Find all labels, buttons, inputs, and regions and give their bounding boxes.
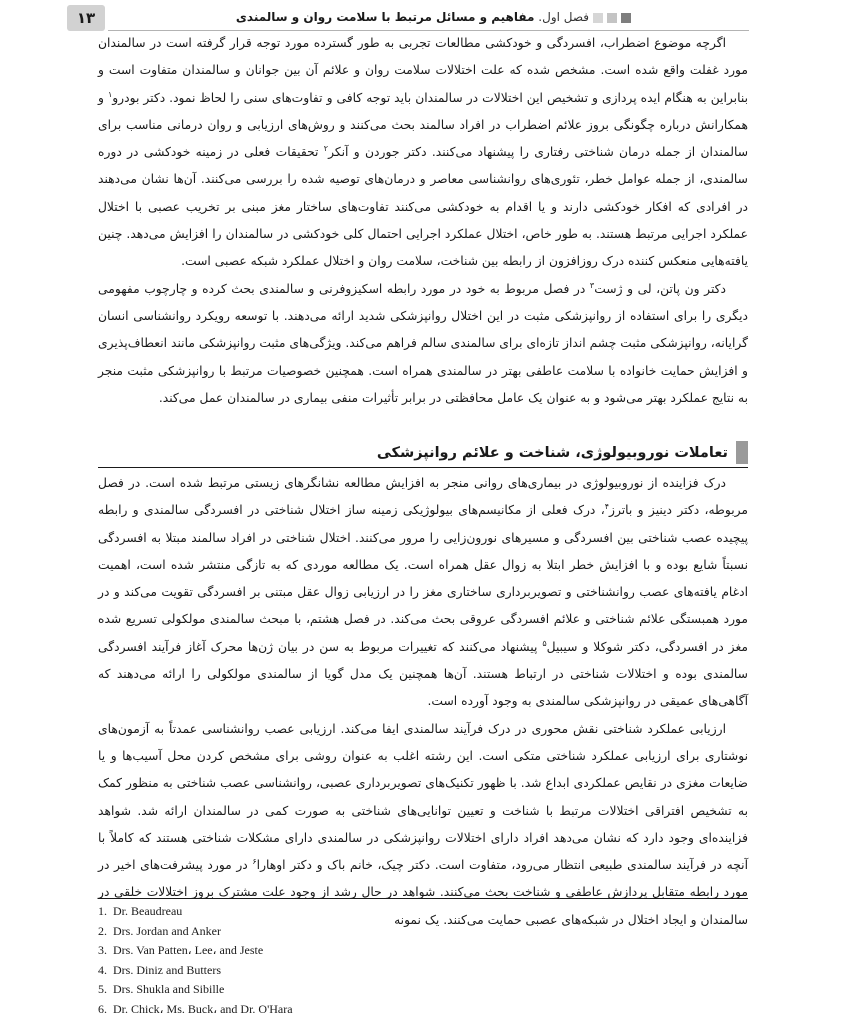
- square-light: [593, 13, 603, 23]
- paragraph: [98, 470, 748, 716]
- chapter-title: مفاهیم و مسائل مرتبط با سلامت روان و سالمندی: [235, 10, 535, 24]
- text-run: در مورد پیشرفت‌های اخیر در مورد رابطه متقابل پردازش عاطفی و شناخت بحث می‌کنند. شواهد در حال رشد از وجود علت مشترک بروز اختلالات خلقی در سالمندان و ایجاد اختلال در شبکه‌های عصبی حمایت می‌کنند. یک نمونه: [98, 858, 748, 927]
- footnote-item: [98, 961, 748, 981]
- footnote-text: Dr. Beaudreau: [113, 904, 183, 918]
- text-run: تحقیقات فعلی در زمینه خودکشی در دوره سالمندی، از جمله عوامل خطر، تئوری‌های روانشناسی معاصر و درمان‌های توصیه شده را بررسی می‌کنند. آن‌ها نشان می‌دهند در افرادی که افکار خودکشی دارند و یا اقدام به خودکشی می‌کنند تفاوت‌های ساختار مغز مبنی بر تخریب عصبی با اختلال عملکرد اجرایی مرتبط هستند. به طور خاص، اختلال عملکرد اجرایی احتمال کلی خودکشی در سالمندان را افزایش می‌دهد. چنین یافته‌هایی منعکس کننده درک روزافزون از رابطه بین شناخت، سلامت روان و اختلال عملکرد شبکه عصبی است.: [98, 145, 748, 269]
- text-run: در فصل مربوط به خود در مورد رابطه اسکیزوفرنی و سالمندی بحث کرده و چارچوب مفهومی دیگری را برای استفاده از روانپزشکی مثبت در این اختلال روانپزشکی شدید ارائه می‌دهند. با توسعه رویکرد روانشناسی انسان گرایانه، روانپزشکی مثبت چشم انداز تازه‌ای برای سالمندی سالم فراهم می‌کند. ویژگی‌های مثبت روانپزشکی مانند انعطاف‌پذیری و افزایش حمایت خانواده با سلامت عاطفی بهتر در سالمندی همراه است. همچنین خصوصیات مرتبط با روانپزشکی مثبت منجر به نتایج عملکرد بهتر می‌شود و به عنوان یک عامل محافظتی در برابر تأثیرات منفی بیماری در سالمندان عمل می‌کند.: [98, 281, 748, 405]
- text-run: ، درک فعلی از مکانیسم‌های بیولوژیکی زمینه ساز اختلال شناختی در افسردگی سالمندی و رابطه پیچیده عصب شناختی بین افسردگی و مسیرهای نورون‌زایی را مرور می‌کنند. اختلال شناختی در افراد سالمند مبتلا به افسردگی نسبتاً شایع بوده و با افزایش خطر ابتلا به زوال عقل همراه است. یک مطالعه موردی که به تازگی منتشر شده است، اهمیت ادغام یافته‌های عصب روانشناختی و تصویربرداری ساختاری مغز را در ارزیابی زوال عقل مبتنی بر افسردگی تقویت می‌کند و در مورد همبستگی علائم شناختی و علائم افسردگی عروقی بحث می‌کند. در فصل هشتم، با مبحث سالمندی مولکولی تسریع شده مغز در افسردگی، دکتر شوکلا و سیبیل: [98, 503, 748, 654]
- footnote-item: [98, 902, 748, 922]
- footnote-ref: ۴: [604, 502, 609, 512]
- running-head: [236, 8, 589, 26]
- body-text-top: [98, 30, 748, 412]
- footnote-number: 4.: [98, 962, 107, 977]
- text-run: درک فزاینده از نوروبیولوژی در بیماری‌های روانی منجر به افزایش مطالعه نشانگرهای زیستی مرتبط شده است. در فصل مربوطه، دکتر دینیز و باترز: [98, 476, 748, 518]
- text-run: و همکارانش درباره چگونگی بروز علائم اضطراب در افراد سالمند بحث می‌کنند و روش‌های ارزیابی و روان درمانی مناسب برای سالمندان از جمله درمان شناختی رفتاری را پیشنهاد می‌کنند. دکتر جوردن و آنکر: [98, 90, 748, 160]
- footnote-number: 3.: [98, 943, 107, 958]
- footnote-number: 6.: [98, 1001, 107, 1016]
- section-marker: [736, 441, 748, 464]
- text-run: اگرچه موضوع اضطراب، افسردگی و خودکشی مطالعات تجربی به طور گسترده مورد توجه قرار گرفته است در سالمندان مورد غفلت واقع شده است. مشخص شده که علت اختلالات سلامت روان و علائم آن بین جوانان و سالمندان متفاوت است و بنابراین به هنگام ایده پردازی و تشخیص این اختلالات در سالمندان باید توجه کافی و تفاوت‌های سنی را لحاظ نمود. دکتر بودرو: [98, 36, 748, 105]
- square-medium: [607, 13, 617, 23]
- footnote-item: [98, 980, 748, 1000]
- footnote-number: 1.: [98, 904, 107, 918]
- body-text-bottom: [98, 470, 748, 934]
- footnote-text: Drs. Diniz and Butters: [113, 962, 221, 977]
- footnote-item: [98, 922, 748, 942]
- footnote-text: Drs. Shukla and Sibille: [113, 982, 225, 997]
- square-dark: [621, 13, 631, 23]
- footnote-item: [98, 1000, 748, 1020]
- text-run: پیشنهاد می‌کنند که تغییرات مربوط به سن در بیان ژن‌ها محرک آغاز فرآیند افسردگی سالمندی بوده و اختلالات شناختی در ارتباط هستند. آن‌ها همچنین یک مدل گویا از سالمندی مولکولی را ارائه می‌دهند که آگاهی‌های عمیقی در روانپزشکی سالمندی به وجود آورده است.: [98, 639, 748, 709]
- footnote-ref: ۱: [107, 89, 113, 99]
- section-heading-text: تعاملات نوروبیولوژی، شناخت و علائم روانپزشکی: [376, 445, 728, 461]
- footnote-ref: ۵: [542, 638, 547, 648]
- footnote-text: Drs. Van Patten، Lee، and Jeste: [113, 943, 264, 958]
- footnote-ref: ۳: [589, 280, 595, 290]
- paragraph: [98, 30, 748, 276]
- text-run: دکتر ون پاتن، لی و ژست: [594, 281, 726, 296]
- footnote-ref: ۶: [252, 857, 257, 867]
- footnote-ref: ۲: [323, 144, 329, 154]
- footnote-number: 2.: [98, 923, 107, 938]
- section-heading: [98, 437, 748, 468]
- paragraph: [98, 276, 748, 412]
- footnote-text: Drs. Jordan and Anker: [113, 923, 221, 938]
- footnote-text: Dr. Chick، Ms. Buck، and Dr. O'Hara: [113, 1001, 293, 1016]
- footnote-number: 5.: [98, 982, 107, 997]
- chapter-label: فصل اول.: [538, 10, 589, 24]
- footnote-rule: [98, 898, 748, 899]
- footnotes-list: [98, 902, 748, 1020]
- footnote-item: [98, 941, 748, 961]
- text-run: ارزیابی عملکرد شناختی نقش محوری در درک فرآیند سالمندی ایفا می‌کند. ارزیابی عصب روانشناسی عمدتاً به آزمون‌های نوشتاری برای ارزیابی عملکرد شناختی متکی است. این رشته اغلب به عنوان روشی برای مشخص کردن محل آسیب‌ها و یا ضایعات مغزی در نقایص عملکردی ابداع شد. با ظهور تکنیک‌های تصویربرداری عصبی، روانشناسی عصب شناختی به منظور کمک به تشخیص افتراقی اختلالات مرتبط با شناخت و تعیین توانایی‌های شناختی به صورت کمی در سالمندان ارائه شد. شواهد فزاینده‌ای وجود دارد که نشان می‌دهد افراد دارای اختلالات روانپزشکی در سالمندی دارای مشکلات شناختی هستند که کاملاً با آنچه در فرآیند سالمندی طبیعی انتظار می‌رود، متفاوت است. دکتر چیک، خانم باک و دکتر اوهارا: [98, 721, 748, 873]
- page-number: ۱۳: [67, 5, 105, 31]
